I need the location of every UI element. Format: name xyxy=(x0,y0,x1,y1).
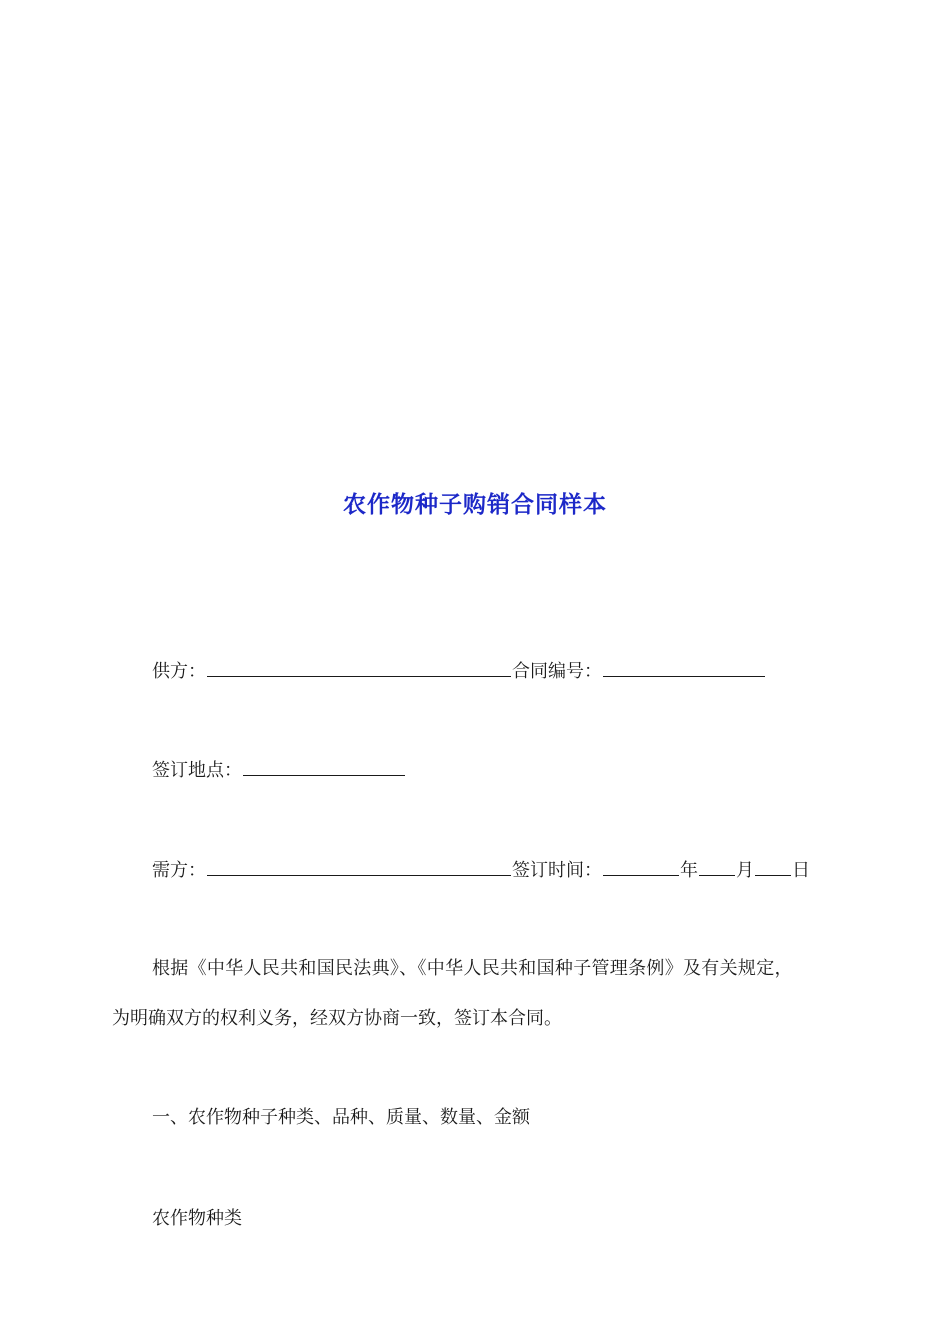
intro-line-1: 根据《中华人民共和国民法典》、《中华人民共和国种子管理条例》及有关规定， xyxy=(152,958,793,979)
sign-place-row xyxy=(152,757,406,783)
sign-time-label: 签订时间： xyxy=(512,860,602,881)
year-label: 年 xyxy=(680,860,698,881)
supplier-label: 供方： xyxy=(152,661,206,682)
month-label: 月 xyxy=(736,860,754,881)
buyer-label: 需方： xyxy=(152,860,206,881)
section-1-heading: 一、农作物种子种类、品种、质量、数量、金额 xyxy=(152,1107,530,1128)
buyer-blank[interactable] xyxy=(207,857,511,876)
crop-type-label: 农作物种类 xyxy=(152,1208,242,1229)
sign-place-label: 签订地点： xyxy=(152,760,242,781)
day-label: 日 xyxy=(792,860,810,881)
month-blank[interactable] xyxy=(699,857,735,876)
year-blank[interactable] xyxy=(603,857,679,876)
buyer-row xyxy=(152,857,810,883)
supplier-row xyxy=(152,658,766,684)
contract-no-blank[interactable] xyxy=(603,658,765,677)
intro-line-2: 为明确双方的权利义务，经双方协商一致，签订本合同。 xyxy=(112,1008,562,1029)
day-blank[interactable] xyxy=(755,857,791,876)
contract-no-label: 合同编号： xyxy=(512,661,602,682)
document-title: 农作物种子购销合同样本 xyxy=(343,491,607,518)
sign-place-blank[interactable] xyxy=(243,757,405,776)
supplier-blank[interactable] xyxy=(207,658,511,677)
